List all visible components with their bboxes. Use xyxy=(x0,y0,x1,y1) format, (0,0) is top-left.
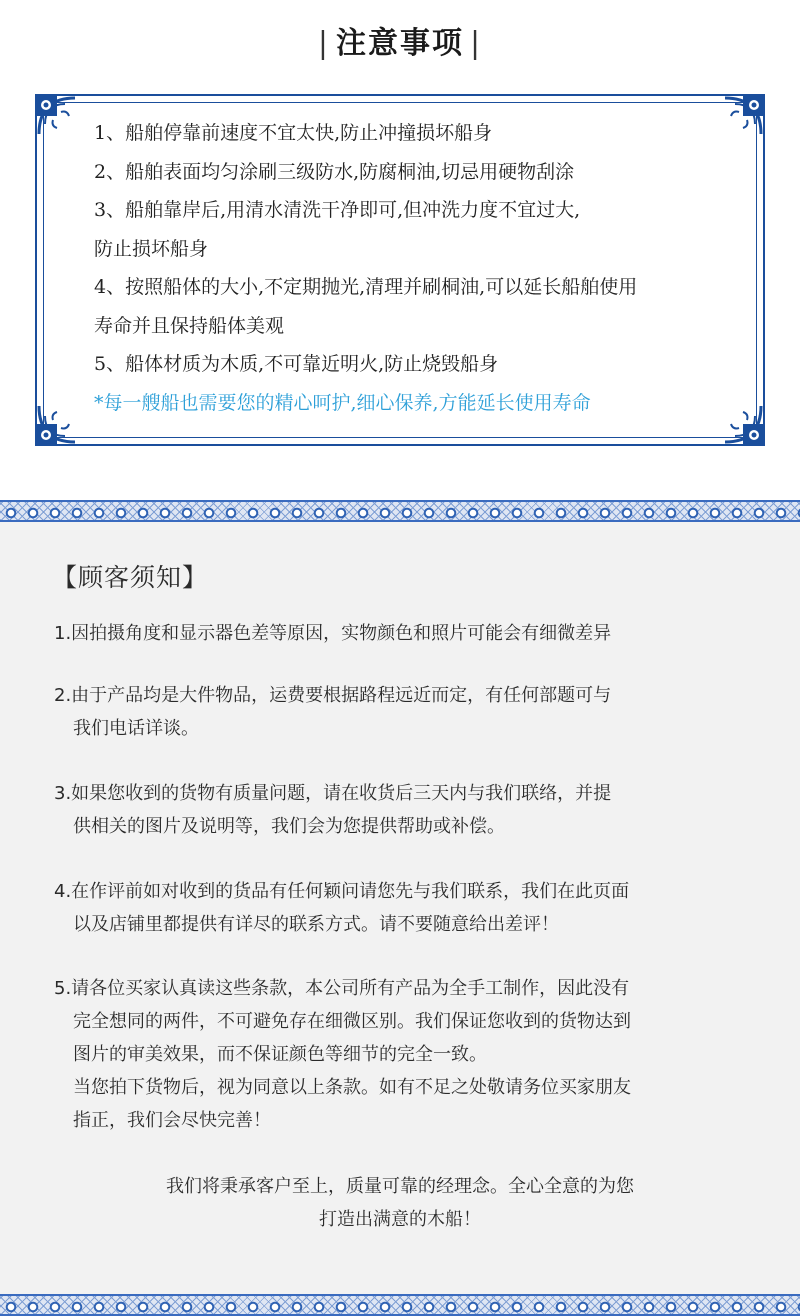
note-item-1 xyxy=(54,617,774,650)
closing-line: 打造出满意的木船！ xyxy=(319,1209,481,1230)
closing-statement xyxy=(0,1170,800,1236)
note-line: 3.如果您收到的货物有质量问题，请在收货后三天内与我们联络，并提 xyxy=(54,783,612,804)
note-line: 完全想同的两件，不可避免存在细微区别。我们保证您收到的货物达到 xyxy=(73,1011,631,1032)
corner-ornament-icon xyxy=(35,94,79,138)
note-line: 2.由于产品均是大件物品，运费要根据路程远近而定，有任何部题可与 xyxy=(54,685,612,706)
corner-ornament-icon xyxy=(35,402,79,446)
title-text: 注意事项 xyxy=(336,26,464,61)
note-item-3 xyxy=(54,777,774,843)
notice-line: 防止损坏船身 xyxy=(94,237,209,260)
notice-frame xyxy=(35,94,765,446)
note-line: 以及店铺里都提供有详尽的联系方式。请不要随意给出差评！ xyxy=(73,914,559,935)
note-item-2 xyxy=(54,679,774,745)
notice-line: 2、船舶表面均匀涂刷三级防水,防腐桐油,切忌用硬物刮涂 xyxy=(94,160,575,183)
page-title xyxy=(0,18,800,62)
note-line: 5.请各位买家认真读这些条款，本公司所有产品为全手工制作，因此没有 xyxy=(54,978,630,999)
note-line: 1.因拍摄角度和显示器色差等原因，实物颜色和照片可能会有细微差异 xyxy=(54,623,612,644)
closing-line: 我们将秉承客户至上，质量可靠的经理念。全心全意的为您 xyxy=(166,1176,634,1197)
note-item-5 xyxy=(54,972,774,1137)
customer-notes-section xyxy=(0,522,800,1294)
decorative-pattern-band-top xyxy=(0,500,800,522)
note-line: 4.在作评前如对收到的货品有任何颖问请您先与我们联系，我们在此页面 xyxy=(54,881,630,902)
note-line: 图片的审美效果，而不保证颜色等细节的完全一致。 xyxy=(73,1044,487,1065)
title-bar-right: | xyxy=(470,26,483,61)
notice-list xyxy=(94,114,734,422)
note-line: 指正，我们会尽快完善！ xyxy=(73,1110,271,1131)
note-line: 当您拍下货物后，视为同意以上条款。如有不足之处敬请务位买家朋友 xyxy=(73,1077,631,1098)
title-bar-left: | xyxy=(317,26,330,61)
note-item-4 xyxy=(54,875,774,941)
notice-line: 5、船体材质为木质,不可靠近明火,防止烧毁船身 xyxy=(94,353,499,375)
notice-line: 3、船舶靠岸后,用清水清洗干净即可,但冲洗力度不宜过大, xyxy=(94,199,581,221)
notice-line: 4、按照船体的大小,不定期抛光,清理并刷桐油,可以延长船舶使用 xyxy=(94,276,638,298)
decorative-pattern-band-bottom xyxy=(0,1294,800,1316)
note-line: 供相关的图片及说明等，我们会为您提供帮助或补偿。 xyxy=(73,816,505,837)
notice-highlight: *每一艘船也需要您的精心呵护,细心保养,方能延长使用寿命 xyxy=(94,391,591,414)
note-line: 我们电话详谈。 xyxy=(73,718,199,739)
notice-line: 寿命并且保持船体美观 xyxy=(94,314,285,337)
customer-notes-heading: 【顾客须知】 xyxy=(52,563,209,592)
notice-line: 1、船舶停靠前速度不宜太快,防止冲撞损坏船身 xyxy=(94,122,493,144)
